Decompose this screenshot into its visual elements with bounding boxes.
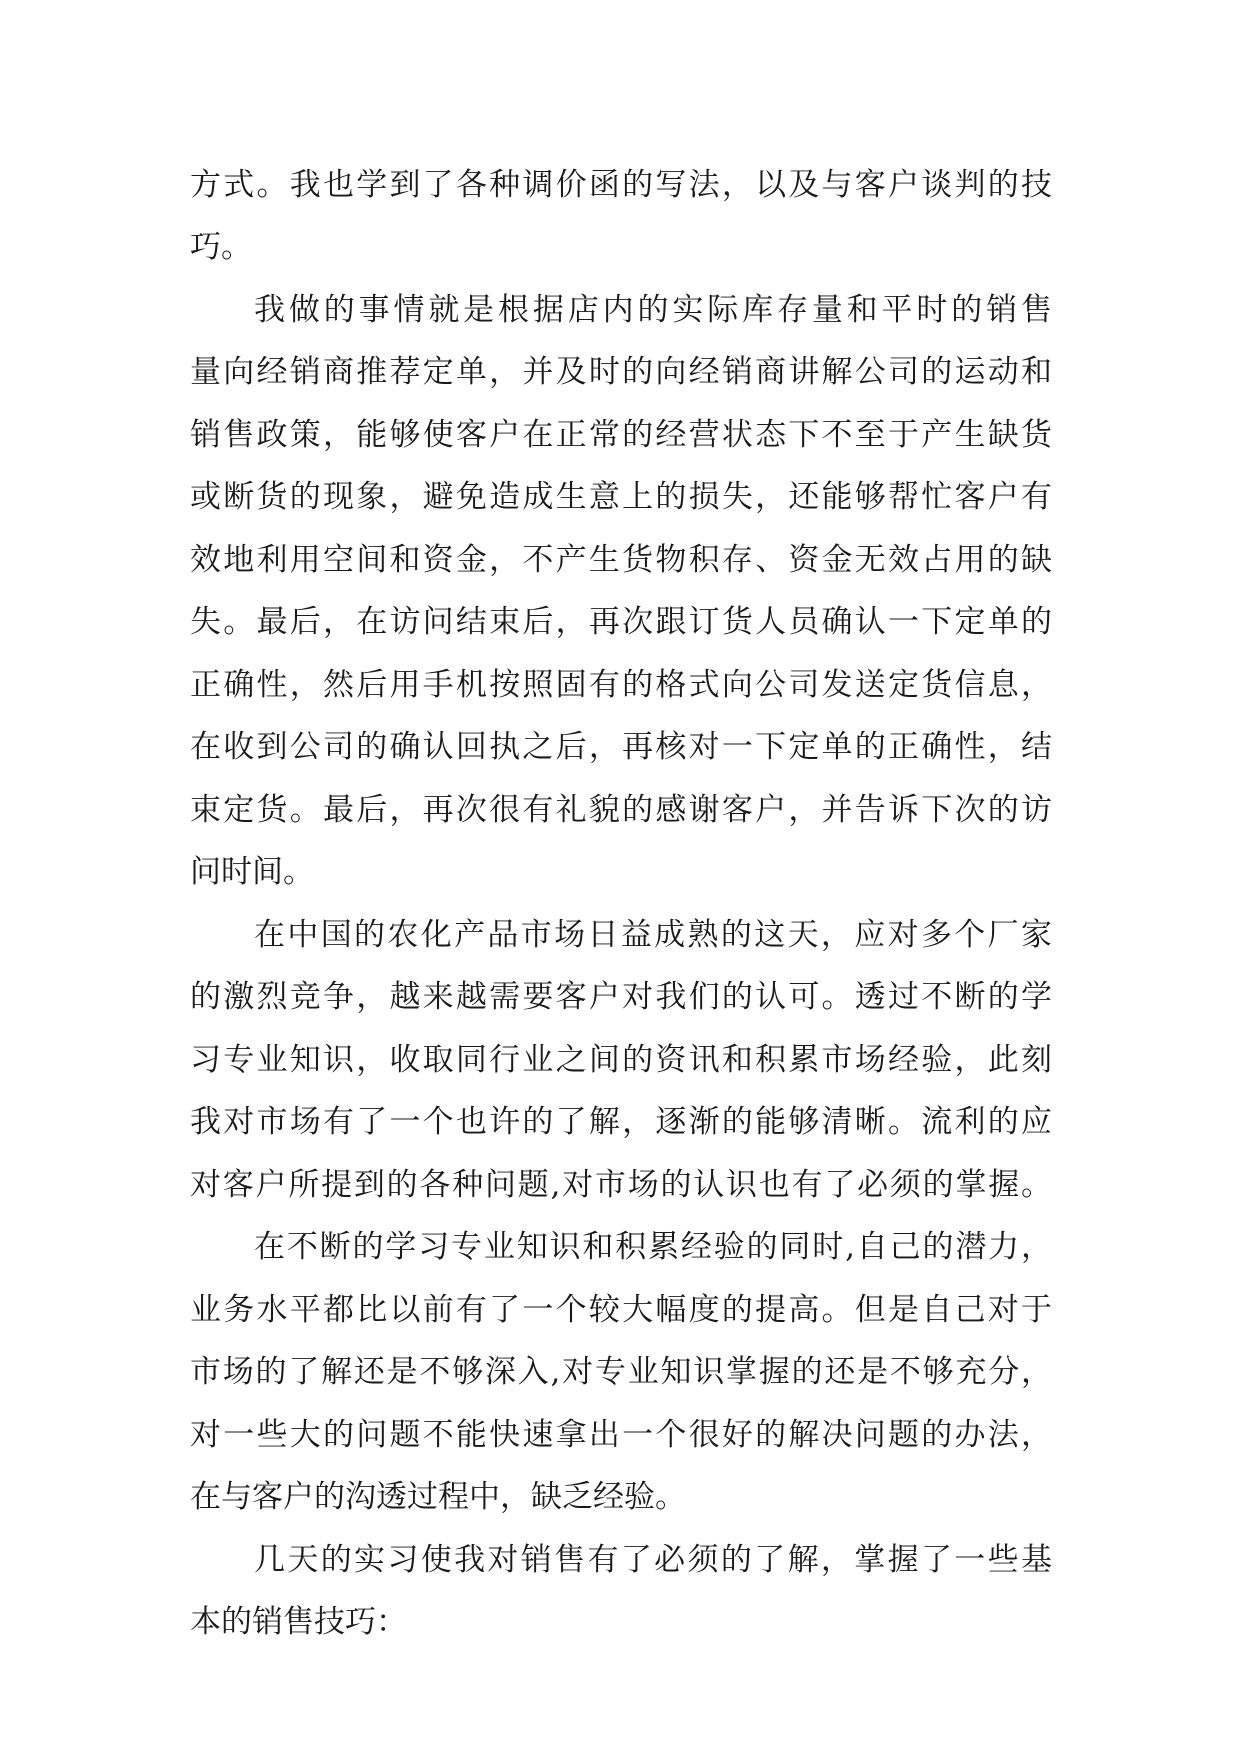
- paragraph-first-line: 在中国的农化产品市场日益成熟的这天，应对多个厂家: [254, 917, 1052, 953]
- text-line: 在与客户的沟透过程中，缺乏经验。: [190, 1479, 686, 1515]
- text-line: 方式。我也学到了各种调价函的写法，以及与客户谈判的技: [190, 167, 1052, 203]
- paragraph-first-line: 我做的事情就是根据店内的实际库存量和平时的销售: [254, 292, 1052, 328]
- text-line: 本的销售技巧：: [190, 1604, 407, 1640]
- text-line: 我对市场有了一个也许的了解，逐渐的能够清晰。流利的应: [190, 1104, 1052, 1140]
- text-line: 束定货。最后，再次很有礼貌的感谢客户，并告诉下次的访: [190, 792, 1052, 828]
- text-line: 或断货的现象，避免造成生意上的损失，还能够帮忙客户有: [190, 479, 1052, 515]
- paragraph-first-line: 几天的实习使我对销售有了必须的了解，掌握了一些基: [254, 1542, 1052, 1578]
- text-line: 量向经销商推荐定单，并及时的向经销商讲解公司的运动和: [190, 354, 1052, 390]
- text-line: 市场的了解还是不够深入,对专业知识掌握的还是不够充分，: [190, 1354, 1052, 1390]
- text-line: 对一些大的问题不能快速拿出一个很好的解决问题的办法，: [190, 1417, 1052, 1453]
- text-line: 销售政策，能够使客户在正常的经营状态下不至于产生缺货: [190, 417, 1052, 453]
- paragraph-first-line: 在不断的学习专业知识和积累经验的同时,自己的潜力，: [254, 1229, 1052, 1265]
- text-line: 对客户所提到的各种问题,对市场的认识也有了必须的掌握。: [190, 1167, 1052, 1203]
- text-line: 巧。: [190, 229, 252, 265]
- text-line: 在收到公司的确认回执之后，再核对一下定单的正确性，结: [190, 729, 1052, 765]
- text-line: 正确性，然后用手机按照固有的格式向公司发送定货信息，: [190, 667, 1052, 703]
- text-line: 业务水平都比以前有了一个较大幅度的提高。但是自己对于: [190, 1292, 1052, 1328]
- text-line: 效地利用空间和资金，不产生货物积存、资金无效占用的缺: [190, 542, 1052, 578]
- text-line: 习专业知识，收取同行业之间的资讯和积累市场经验，此刻: [190, 1042, 1052, 1078]
- text-line: 问时间。: [190, 854, 314, 890]
- text-line: 失。最后，在访问结束后，再次跟订货人员确认一下定单的: [190, 604, 1052, 640]
- text-line: 的激烈竞争，越来越需要客户对我们的认可。透过不断的学: [190, 979, 1052, 1015]
